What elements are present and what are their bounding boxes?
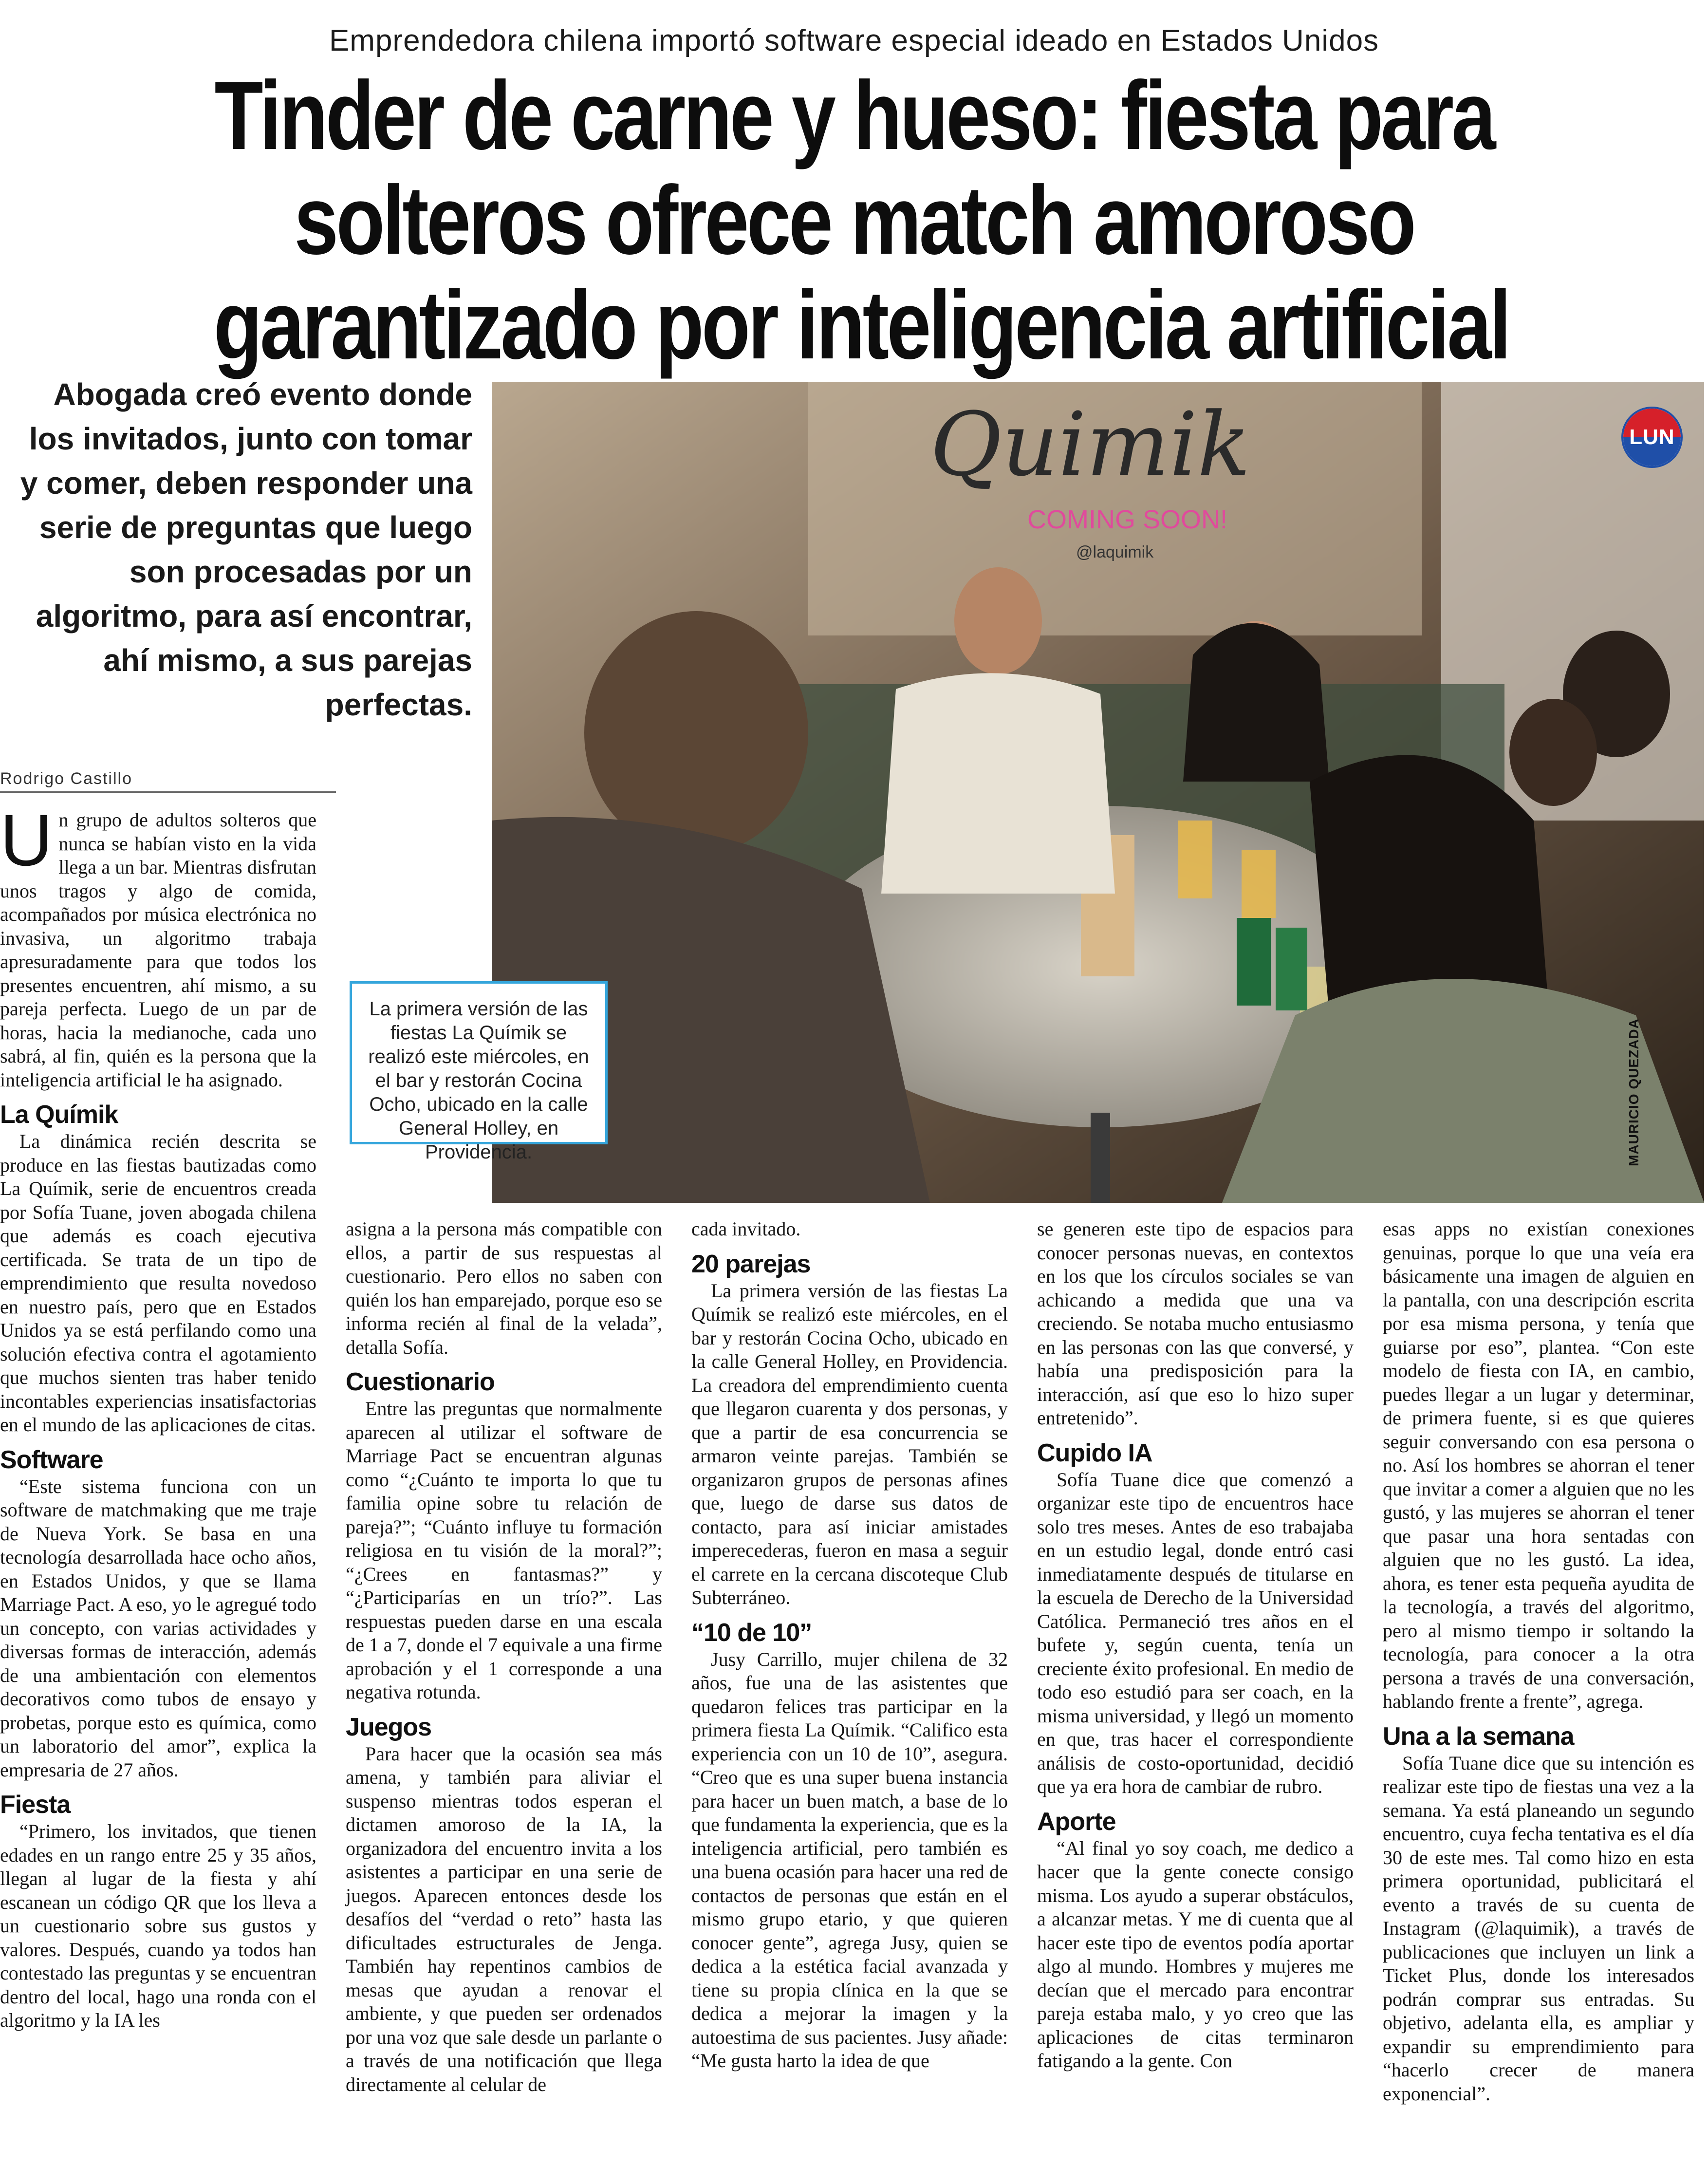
subhead-una-a-la-semana: Una a la semana: [1383, 1722, 1574, 1751]
article-column-4: [1037, 1217, 1354, 2073]
article-photo: [492, 382, 1704, 1203]
paragraph: Entre las preguntas que normalmente aparecen al utilizar el software de Marriage Pact se encuentran algunas como “¿Cuánto te importa lo que tu familia opine sobre tu relación de pareja?”; “Cuánto influye tu formación religiosa en tu visión de la moral?”; “¿Crees en fantasmas?” y “¿Participarías en un trío?”. Las respuestas pueden darse en una escala de 1 a 7, donde el 7 equivale a una firme aprobación y el 1 corresponde a una negativa rotunda.: [346, 1398, 662, 1703]
subhead-juegos: Juegos: [346, 1713, 432, 1741]
paragraph: Sofía Tuane dice que comenzó a organizar este tipo de encuentros hace solo tres meses. Antes de eso trabajaba en un estudio legal, donde entró casi inmediatamente después de titularse en la escuela de Derecho de la Universidad Católica. Permaneció tres años en el bufete y, según cuenta, tenía un creciente éxito profesional. En medio de todo eso estudió para ser coach, en la misma universidad, y llegó un momento en que, tras hacer el correspondiente análisis de costo-oportunidad, decidió que ya era hora de cambiar de rubro.: [1037, 1468, 1354, 1797]
paragraph: esas apps no existían conexiones genuinas, porque lo que una veía era básicamente una imagen de alguien en la pantalla, con una descripción escrita por esa misma persona, y tenía que guiarse por eso”, plantea. “Con este modelo de fiesta con IA, en cambio, puedes llegar a un lugar y determinar, de primera fuente, si es que quieres seguir conversando con esa persona o no. Así los hombres se ahorran el tener que invitar a comer a alguien que no les gustó, y las mujeres se ahorran el tener que pasar una hora sentadas con alguien que no les gustó. La idea, ahora, es tener esta pequeña ayudita de la tecnología, a través del algoritmo, pero al mismo tiempo ir soltando la tecnología, para conocer a la otra persona a través de una conversación, hablando frente a frente”, agrega.: [1383, 1218, 1694, 1712]
subhead-20-parejas: 20 parejas: [691, 1250, 811, 1278]
paragraph: Sofía Tuane dice que su intención es realizar este tipo de fiestas una vez a la semana. Ya está planeando un segundo encuentro, cuya fecha tentativa es el día 30 de este mes. Tal como hizo en esta primera oportunidad, publicitará el evento a través de su cuenta de Instagram (@laquimik), a través de publicaciones que incluyen un link a Ticket Plus, donde los interesados podrán comprar sus entradas. Su objetivo, adelanta ella, es ampliar y expandir su emprendimiento para “hacerlo crecer de manera exponencial”.: [1383, 1752, 1694, 2105]
subhead-la-quimik: La Químik: [0, 1101, 118, 1129]
paragraph: “Este sistema funciona con un software de matchmaking que me traje de Nueva York. Se basa en una tecnología desarrollada hace ocho años, en Estados Unidos, y que se llama Marriage Pact. A eso, yo le agregué todo un concepto, con varias actividades y diversas formas de interacción, además de una ambientación con elementos decorativos como tubos de ensayo y probetas, porque esto es química, como un laboratorio del amor”, explica la empresaria de 27 años.: [0, 1475, 316, 1781]
paragraph: “Al final yo soy coach, me dedico a hacer que la gente conecte consigo misma. Los ayudo a superar obstáculos, a alcanzar metas. Y me di cuenta que al hacer este tipo de eventos podía aportar algo al mundo. Hombres y mujeres me decían que el mercado para encontrar pareja estaba malo, y yo creo que las aplicaciones de citas terminaron fatigando a la gente. Con: [1037, 1837, 1354, 2072]
article-column-3: [691, 1217, 1008, 2073]
paragraph: “Primero, los invitados, que tienen edades en un rango entre 25 y 35 años, llegan al lugar de la fiesta y ahí escanean un código QR que los lleva a un cuestionario sobre sus gustos y valores. Después, cuando ya todos han contestado las preguntas y se encuentran dentro del local, hago una ronda con el algoritmo y la IA les: [0, 1820, 316, 2031]
photo-credit: MAURICIO QUEZADA: [1626, 1018, 1641, 1166]
subhead-fiesta: Fiesta: [0, 1791, 71, 1819]
paragraph: cada invitado.: [691, 1218, 801, 1240]
article-column-1: [0, 799, 316, 2033]
kicker: Emprendedora chilena importó software especial ideado en Estados Unidos: [329, 24, 1379, 57]
byline: Rodrigo Castillo: [0, 769, 336, 793]
subhead-cupido-ia: Cupido IA: [1037, 1438, 1152, 1467]
deck: Abogada creó evento donde los invitados, junto con tomar y comer, deben responder una serie de preguntas que luego son procesadas por un algoritmo, para así encontrar, ahí mismo, a sus parejas perfectas.: [20, 377, 472, 722]
paragraph: La primera versión de las fiestas La Químik se realizó este miércoles, en el bar y restorán Cocina Ocho, ubicado en la calle General Holley, en Providencia. La creadora del emprendimiento cuenta que llegaron cuarenta y dos personas, y que a partir de esa concurrencia se armaron veinte parejas. También se organizaron grupos de personas afines que, luego de darse sus datos de contacto, para así iniciar amistades imperecederas, fueron en masa a seguir el carrete en la cercana discoteque Club Subterráneo.: [691, 1279, 1008, 1608]
sign-text: Quimik: [930, 394, 1251, 496]
paragraph: Jusy Carrillo, mujer chilena de 32 años, fue una de las asistentes que quedaron felices tras participar en la primera fiesta La Químik. “Califico esta experiencia con un 10 de 10”, asegura. “Creo que es una super buena instancia para hacer un buen match, a base de lo que fundamenta la experiencia, que es la inteligencia artificial, pero también es una buena ocasión para hacer una red de contactos de personas que están en el mismo grupo etario, y que quieren conocer gente”, agrega Jusy, quien se dedica a la estética facial avanzada y tiene su propia clínica en la que se dedica a mejorar la imagen y la autoestima de sus pacientes. Jusy añade: “Me gusta harto la idea de que: [691, 1648, 1008, 2072]
intro-paragraph: Un grupo de adultos solteros que nunca se habían visto en la vida llega a un bar. Mientras disfrutan unos tragos y algo de comida, acompañados por música electrónica no invasiva, un algoritmo trabaja apresuradamente para que todos los presentes encuentren, ahí mismo, a su pareja perfecta. Luego de un par de horas, hacia la medianoche, cada uno sabrá, al fin, quién es la persona que la inteligencia artificial le ha asignado.: [0, 799, 316, 1091]
subhead-aporte: Aporte: [1037, 1807, 1116, 1836]
lun-logo-text: LUN: [1629, 425, 1675, 449]
subhead-software: Software: [0, 1445, 103, 1474]
headline: [73, 63, 1635, 377]
headline-line-1: Tinder de carne y hueso: fiesta para: [214, 61, 1494, 170]
headline-line-3: garantizado por inteligencia artificial: [213, 271, 1509, 379]
paragraph: asigna a la persona más compatible con ellos, a partir de sus respuestas al cuestionario. Pero ellos no saben con quién los han emparejado, porque eso se informa recién al final de la velada”, detalla Sofía.: [346, 1218, 662, 1358]
drop-cap: U: [0, 799, 53, 881]
headline-line-2: solteros ofrece match amoroso: [294, 166, 1414, 275]
subhead-cuestionario: Cuestionario: [346, 1368, 495, 1396]
sign-handle: @laquimik: [1076, 543, 1154, 561]
photo-illustration: [492, 382, 1704, 1203]
article-column-2: [346, 1217, 662, 2096]
paragraph: La dinámica recién descrita se produce en las fiestas bautizadas como La Químik, serie de encuentros creada por Sofía Tuane, joven abogada chilena que además es coach ejecutiva certificada. Se trata de un tipo de emprendimiento que resulta novedoso en nuestro país, pero que en Estados Unidos ya se está perfilando como una solución efectiva contra el agotamiento que muchos sienten tras haber tenido incontables experiencias insatisfactorias en el mundo de las aplicaciones de citas.: [0, 1130, 316, 1436]
photo-caption: La primera versión de las fiestas La Químik se realizó este miércoles, en el bar y restorán Cocina Ocho, ubicado en la calle General Holley, en Providencia.: [350, 981, 608, 1144]
subhead-10-de-10: “10 de 10”: [691, 1618, 812, 1647]
sign-coming-soon: COMING SOON!: [1027, 505, 1228, 534]
paragraph: Para hacer que la ocasión sea más amena, y también para aliviar el suspenso mientras todos esperan el dictamen amoroso de la IA, la organizadora del encuentro invita a los asistentes a participar en una serie de juegos. Aparecen entonces desde los desafíos del “verdad o reto” hasta las dificultades estructurales de Jenga. También hay repentinos cambios de mesas que ayudan a renovar el ambiente, y que pueden ser ordenados por una voz que sale desde un parlante o a través de una notificación que llega directamente al celular de: [346, 1742, 662, 2095]
lun-logo: [1621, 407, 1683, 468]
paragraph: se generen este tipo de espacios para conocer personas nuevas, en contextos en los que los círculos sociales se van achicando a medida que una va creciendo. Se notaba mucho entusiasmo en las personas con las que conversé, y había una predisposición para la interacción, así que eso lo hizo super entretenido”.: [1037, 1218, 1354, 1429]
article-column-5: [1383, 1217, 1694, 2106]
